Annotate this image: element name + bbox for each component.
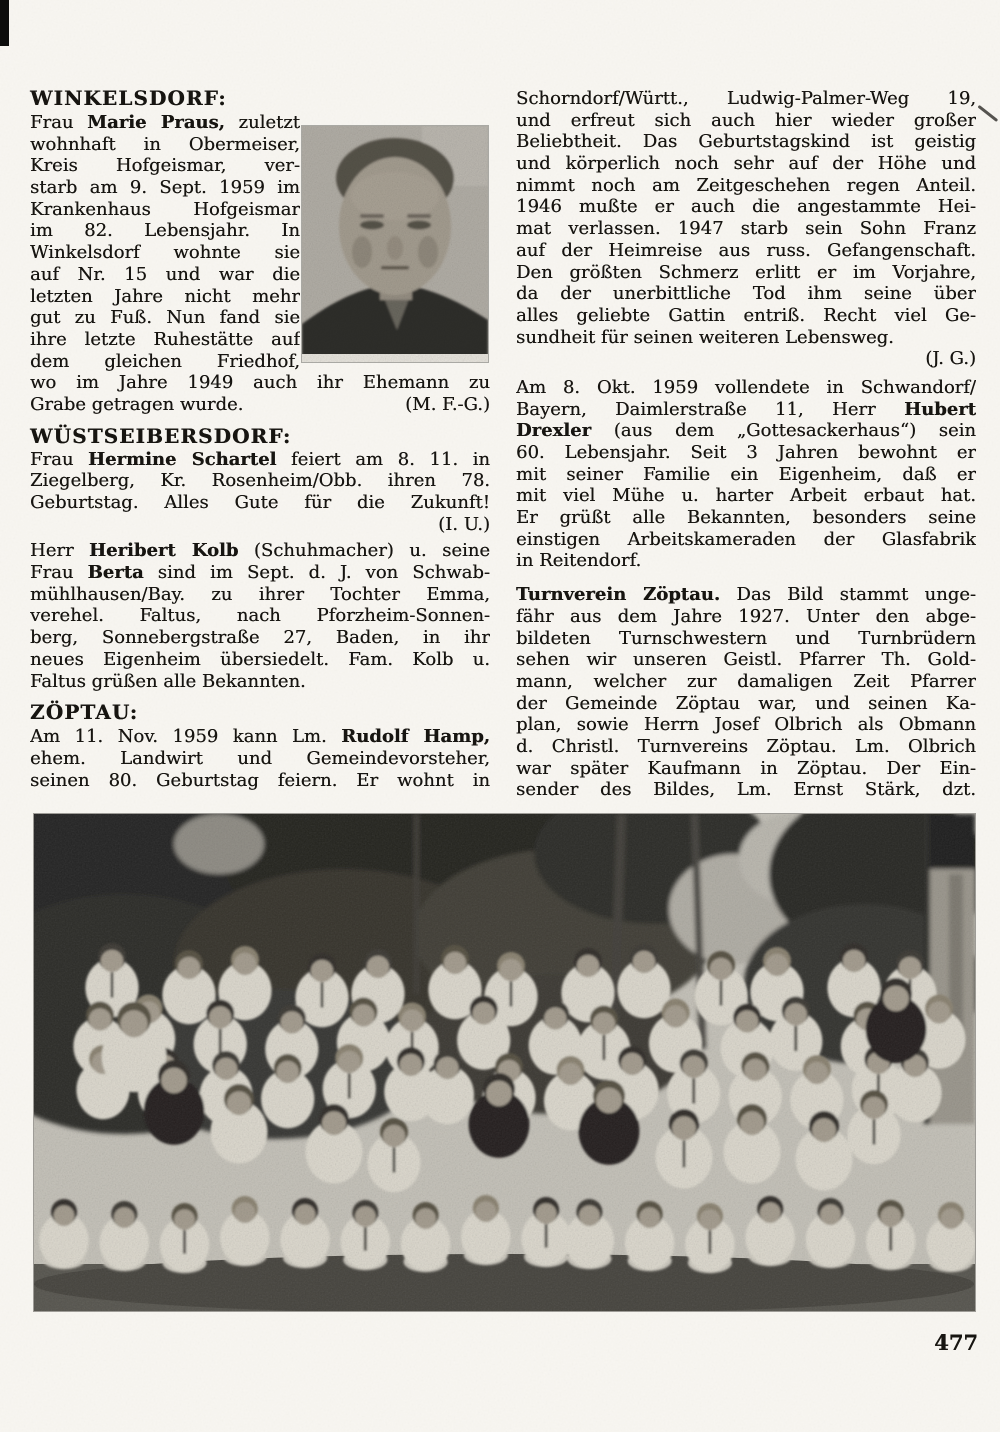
portrait-photo-graphic: [302, 126, 488, 362]
right-column: [516, 88, 976, 801]
notice-turnverein-text: Turnverein Zöptau. Das Bild stammt unge- fähr aus dem Jahre 1927. Unter den abge- bildeten Turnschwestern und Turnbrüdern sehen wir unseren Geistl. Pfarrer Th. Gold- mann, welcher zur damaligen Zeit Pfarrer der Gemeinde Zöptau war, und seinen Ka- plan, sowie Herrn Josef Olbrich als Obmann d. Christl. Turnvereins Zöptau. Lm. Olbrich war später Kaufmann in Zöptau. Der Ein- sender des Bildes, Lm. Ernst Stärk, dzt.: [516, 584, 976, 801]
section-heading-zoeptau: ZÖPTAU:: [30, 700, 139, 725]
notice-winkelsdorf-text: Frau Marie Praus, zuletzt wohnhaft in Obermeiser, Kreis Hofgeismar, ver- starb am 9. Sept. 1959 im Krankenhaus Hofgeismar im 82. Lebensjahr. In Winkelsdorf wohnte sie auf Nr. 15 und war die letzten Jahre nicht mehr gut zu Fuß. Nun fand sie ihre letzte Ruhestätte auf dem gleichen Friedhof,: [30, 112, 300, 372]
notice-kolb-text: Herr Heribert Kolb (Schuhmacher) u. seine Frau Berta sind im Sept. d. J. von Schwab- mühlhausen/Bay. zu ihrer Tochter Emma, verehel. Faltus, nach Pforzheim-Sonnen- berg, Sonnebergstraße 27, Baden, in ihr neues Eigenheim übersiedelt. Fam. Kolb u. Faltus grüßen alle Bekannten.: [30, 540, 490, 692]
section-heading-winkelsdorf: WINKELSDORF:: [30, 86, 227, 110]
scan-artifact-corner-bar: [0, 0, 9, 46]
section-heading-wuestseibersdorf: WÜSTSEIBERSDORF:: [30, 423, 292, 448]
notice-wuestseibersdorf-text: Frau Hermine Schartel feiert am 8. 11. in Ziegelberg, Kr. Rosenheim/Obb. ihren 78. Geburtstag. Alles Gute für die Zukunft! (I. U.): [30, 448, 490, 535]
notice-hamp-text: Am 11. Nov. 1959 kann Lm. Rudolf Hamp, ehem. Landwirt und Gemeindevorsteher, seinen 80. Geburtstag feiern. Er wohnt in: [30, 726, 490, 791]
group-photo-turnverein: [34, 814, 975, 1311]
left-column: [30, 86, 490, 791]
notice-winkelsdorf-text-full: wo im Jahre 1949 auch ihr Ehemann zu Grabe getragen wurde. (M. F.-G.): [30, 372, 490, 415]
portrait-photo: [302, 126, 488, 362]
notice-schorndorf-text: Schorndorf/Württ., Ludwig-Palmer-Weg 19, und erfreut sich auch hier wieder großer Beliebtheit. Das Geburtstagskind ist geistig und körperlich noch sehr auf der Höhe und nimmt noch am Zeitgeschehen regen Anteil. 1946 mußte er auch die angestammte Hei- mat verlassen. 1947 starb sein Sohn Franz auf der Heimreise aus russ. Gefangenschaft. Den größten Schmerz erlitt er im Vorjahre, da der unerbittliche Tod ihm seine über alles geliebte Gattin entriß. Recht viel Ge- sundheit für seinen weiteren Lebensweg. (J. G.): [516, 88, 976, 370]
group-photo-graphic: [34, 814, 975, 1311]
page-number: 477: [934, 1330, 978, 1355]
scan-artifact-diagonal-mark: [978, 105, 998, 122]
notice-drexler-text: Am 8. Okt. 1959 vollendete in Schwandorf/ Bayern, Daimlerstraße 11, Herr Hubert Drexler (aus dem „Gottesackerhaus“) sein 60. Lebensjahr. Seit 3 Jahren bewohnt er mit seiner Familie ein Eigenheim, daß er mit viel Mühe u. harter Arbeit erbaut hat. Er grüßt alle Bekannten, besonders seine einstigen Arbeitskameraden der Glasfabrik in Reitendorf.: [516, 376, 976, 572]
